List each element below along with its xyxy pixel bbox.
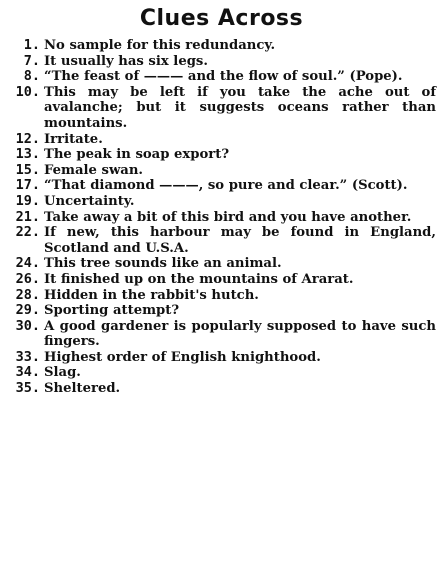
clue-number: 21.	[15, 208, 40, 225]
clue-text: “That diamond ———, so pure and clear.” (Scott).	[44, 178, 408, 194]
clue-item	[0, 225, 440, 256]
clue-number: 15.	[15, 161, 40, 178]
clue-text: “The feast of ——— and the flow of soul.” (Pope).	[44, 69, 403, 85]
clue-number: 13.	[15, 146, 40, 163]
clue-text: Irritate.	[44, 131, 103, 147]
clue-item	[0, 303, 440, 319]
clue-item	[0, 163, 440, 179]
clue-text: Take away a bit of this bird and you have another.	[44, 209, 412, 225]
clue-text: This may be left if you take the ache out of avalanche; but it suggests oceans rather than mountains.	[44, 84, 436, 131]
clue-number: 12.	[15, 130, 40, 147]
clue-item	[0, 381, 440, 397]
clue-item	[0, 69, 440, 85]
clue-number: 1.	[23, 37, 40, 53]
clue-number: 7.	[23, 52, 40, 69]
clue-text: Female swan.	[44, 162, 144, 178]
clue-number: 35.	[15, 380, 40, 397]
clue-number: 34.	[15, 364, 40, 381]
clue-item	[0, 365, 440, 381]
clue-item	[0, 178, 440, 194]
clue-item	[0, 85, 440, 132]
clue-text: The peak in soap export?	[44, 147, 230, 163]
clue-number: 29.	[15, 302, 40, 319]
clue-text: Highest order of English knighthood.	[44, 349, 321, 365]
clue-item	[0, 319, 440, 350]
clue-text: It finished up on the mountains of Ararat.	[44, 271, 354, 287]
clue-item	[0, 272, 440, 288]
clue-text: Uncertainty.	[44, 193, 135, 209]
clue-number: 8.	[23, 68, 40, 85]
clue-number: 33.	[15, 348, 40, 365]
clue-text: No sample for this redundancy.	[44, 38, 276, 53]
clue-number: 22.	[15, 224, 40, 241]
clue-number: 24.	[15, 255, 40, 272]
clue-item	[0, 288, 440, 304]
clue-text: Sheltered.	[44, 381, 121, 397]
clue-text: Hidden in the rabbit's hutch.	[44, 287, 259, 303]
clue-text: This tree sounds like an animal.	[44, 256, 282, 272]
clue-item	[0, 350, 440, 366]
clue-item	[0, 54, 440, 70]
clue-item	[0, 147, 440, 163]
clue-item	[0, 256, 440, 272]
clue-number: 10.	[15, 83, 40, 100]
clue-number: 28.	[15, 286, 40, 303]
clue-item	[0, 38, 440, 54]
clue-text: Sporting attempt?	[44, 303, 180, 319]
clue-list	[0, 38, 440, 397]
clue-number: 26.	[15, 270, 40, 287]
clue-number: 19.	[15, 192, 40, 209]
clue-number: 17.	[15, 177, 40, 194]
clue-text: Slag.	[44, 365, 81, 381]
clue-number: 30.	[15, 317, 40, 334]
clue-item	[0, 210, 440, 226]
clue-text: A good gardener is popularly supposed to have such fingers.	[44, 318, 436, 350]
clue-text: If new, this harbour may be found in England, Scotland and U.S.A.	[44, 225, 436, 256]
clue-item	[0, 132, 440, 148]
clues-title: Clues Across	[139, 6, 304, 31]
clue-text: It usually has six legs.	[44, 53, 208, 69]
clue-item	[0, 194, 440, 210]
